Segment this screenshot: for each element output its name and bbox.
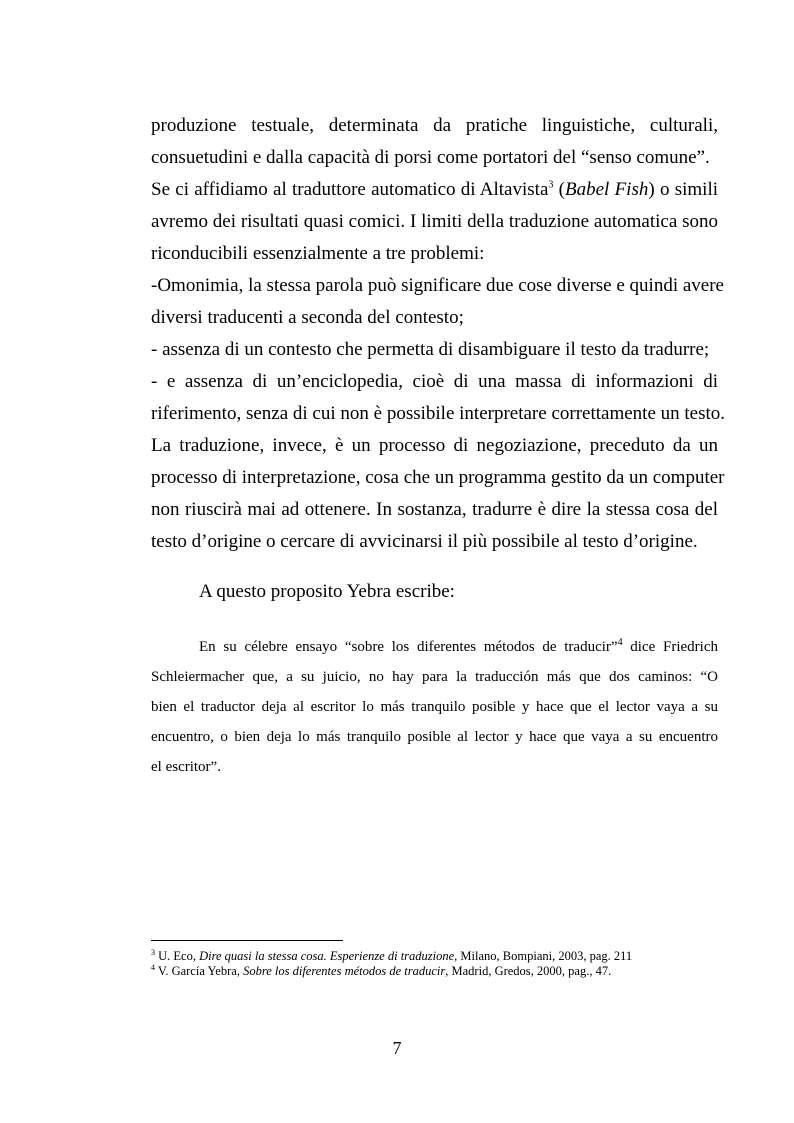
footnote-3-post: , Milano, Bompiani, 2003, pag. 211 <box>454 949 633 963</box>
body-line-2: consuetudini e dalla capacità di porsi come portatori del “senso comune”. <box>151 147 710 168</box>
body-line-9: - e assenza di un’enciclopedia, cioè di una massa di informazioni di <box>151 371 718 392</box>
footnote-ref-3: 3 <box>548 179 554 191</box>
page-number: 7 <box>392 1038 402 1058</box>
body-line-5: riconducibili essenzialmente a tre problemi: <box>151 243 485 264</box>
footnote-4-pre: V. García Yebra, <box>155 964 244 978</box>
quote-line-1-post: dice Friedrich <box>622 639 718 655</box>
quote-line-2: Schleiermacher que, a su juicio, no hay para la traducción más que dos caminos: “O <box>151 669 718 685</box>
body-line-1: produzione testuale, determinata da pratiche linguistiche, culturali, <box>151 115 718 136</box>
footnote-4 <box>151 964 718 979</box>
footnotes <box>151 949 718 979</box>
quote-line-3: bien el traductor deja al escritor lo más tranquilo posible y hace que el lector vaya a su <box>151 699 718 715</box>
footnote-3-pre: U. Eco, <box>155 949 200 963</box>
body-line-3 <box>151 174 718 206</box>
body-line-10: riferimento, senza di cui non è possibile interpretare correttamente un testo. <box>151 403 726 424</box>
footnote-ref-4: 4 <box>617 637 623 648</box>
body-line-6: -Omonimia, la stessa parola può significare due cose diverse e quindi avere <box>151 275 724 296</box>
footnote-4-number: 4 <box>151 962 155 972</box>
body-line-3-mid: ( <box>553 179 565 200</box>
footnote-separator <box>151 940 343 941</box>
body-line-3-pre: Se ci affidiamo al traduttore automatico di Altavista <box>151 179 549 200</box>
body-line-14: testo d’origine o cercare di avvicinarsi il più possibile al testo d’origine. <box>151 531 698 552</box>
body-line-11: La traduzione, invece, è un processo di negoziazione, preceduto da un <box>151 435 718 456</box>
body-line-12: processo di interpretazione, cosa che un programma gestito da un computer <box>151 467 725 488</box>
body-line-8: - assenza di un contesto che permetta di disambiguare il testo da tradurre; <box>151 339 710 360</box>
page-body <box>151 110 726 782</box>
babel-fish-term: Babel Fish <box>564 179 649 200</box>
quote-line-4: encuentro, o bien deja lo más tranquilo posible al lector y hace que vaya a su encuentro <box>151 729 718 745</box>
body-line-7: diversi traducenti a seconda del contesto; <box>151 307 464 328</box>
footnote-4-title: Sobre los diferentes métodos de traducir <box>243 964 446 978</box>
body-line-3-post: ) o simili <box>648 179 719 200</box>
footnote-4-post: , Madrid, Gredos, 2000, pag., 47. <box>445 964 612 978</box>
body-line-4: avremo dei risultati quasi comici. I limiti della traduzione automatica sono <box>151 211 718 232</box>
quote-intro: A questo proposito Yebra escribe: <box>199 581 455 602</box>
body-line-13: non riuscirà mai ad ottenere. In sostanza, tradurre è dire la stessa cosa del <box>151 499 718 520</box>
quote-line-1 <box>151 632 718 662</box>
block-quote <box>151 632 718 782</box>
quote-line-5: el escritor”. <box>151 759 221 775</box>
footnote-3-number: 3 <box>151 947 155 957</box>
footnote-3-title: Dire quasi la stessa cosa. Esperienze di traduzione <box>199 949 455 963</box>
quote-line-1-pre: En su célebre ensayo “sobre los diferentes métodos de traducir” <box>199 639 618 655</box>
footnote-3 <box>151 949 718 964</box>
